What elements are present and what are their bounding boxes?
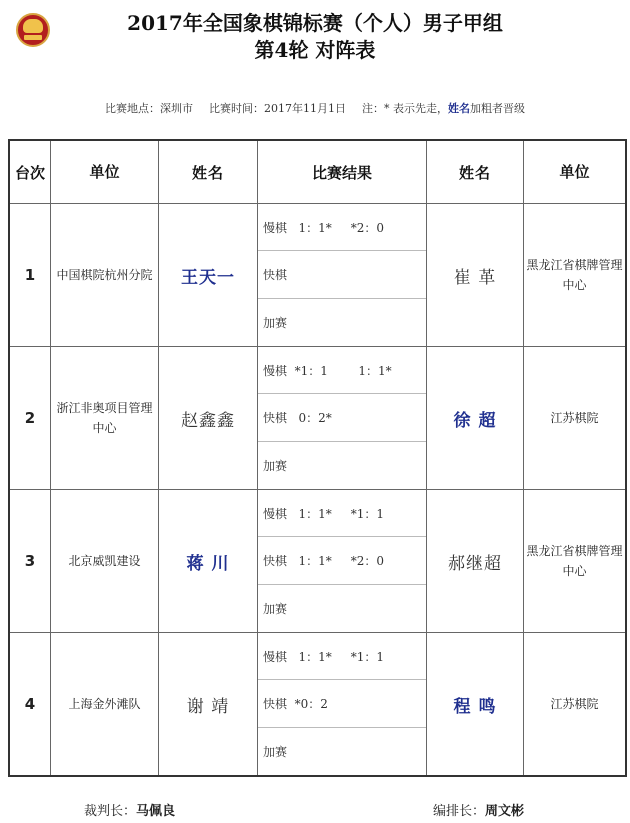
result-cell (258, 633, 427, 777)
unit-left: 中国棋院杭州分院 (51, 204, 159, 347)
slow-result: 慢棋 1：1* *2：0 (258, 204, 426, 251)
info-line (0, 100, 630, 116)
pairing-table (8, 139, 627, 777)
result-cell (258, 490, 427, 633)
header-table-no: 台次 (9, 140, 51, 204)
extra-result: 加赛 (263, 459, 288, 473)
slow-result: 慢棋 1：1* *1：1 (258, 633, 426, 680)
referee-name: 马佩良 (136, 804, 176, 819)
fast-result: 快棋 (258, 252, 426, 299)
header-unit-left: 单位 (51, 140, 159, 204)
arranger-name: 周文彬 (485, 804, 525, 819)
player-right: 徐 超 (427, 347, 524, 490)
unit-left: 浙江非奥项目管理中心 (51, 347, 159, 490)
slow-result: 慢棋 *1：1 1：1* (258, 347, 426, 394)
unit-right: 黑龙江省棋牌管理中心 (524, 490, 627, 633)
arranger-label: 编排长： (433, 804, 486, 819)
table-number: 3 (9, 490, 51, 633)
fast-result: 快棋 0：2* (258, 395, 426, 442)
extra-result: 加赛 (263, 316, 288, 330)
fast-result: 快棋 1：1* *2：0 (258, 538, 426, 585)
extra-result: 加赛 (263, 602, 288, 616)
venue-text: 比赛地点：深圳市 (105, 102, 193, 115)
player-left: 蒋 川 (159, 490, 258, 633)
page-title: 2017年全国象棋锦标赛（个人）男子甲组 (127, 11, 503, 35)
note-prefix: 注：* 表示先走， (362, 102, 448, 115)
player-left: 王天一 (159, 204, 258, 347)
note-highlight: 姓名 (448, 102, 470, 115)
page-subtitle: 第4轮 对阵表 (254, 38, 376, 62)
fast-result: 快棋 *0：2 (258, 681, 426, 728)
unit-right: 黑龙江省棋牌管理中心 (524, 204, 627, 347)
result-cell (258, 204, 427, 347)
player-left: 谢 靖 (159, 633, 258, 777)
table-row (9, 633, 626, 777)
header-result: 比赛结果 (258, 140, 427, 204)
unit-right: 江苏棋院 (524, 347, 627, 490)
arranger-line (433, 800, 524, 819)
result-cell (258, 347, 427, 490)
table-number: 4 (9, 633, 51, 777)
player-left: 赵鑫鑫 (159, 347, 258, 490)
header-unit-right: 单位 (524, 140, 627, 204)
table-row (9, 347, 626, 490)
player-right: 崔 革 (427, 204, 524, 347)
table-row (9, 204, 626, 347)
player-right: 程 鸣 (427, 633, 524, 777)
header-name-right: 姓名 (427, 140, 524, 204)
extra-result: 加赛 (263, 745, 288, 759)
unit-left: 上海金外滩队 (51, 633, 159, 777)
referee-line (84, 800, 175, 819)
player-right: 郝继超 (427, 490, 524, 633)
note-suffix: 加粗者晋级 (470, 102, 525, 115)
header-name-left: 姓名 (159, 140, 258, 204)
table-row (9, 490, 626, 633)
slow-result: 慢棋 1：1* *1：1 (258, 490, 426, 537)
time-text: 比赛时间：2017年11月1日 (209, 102, 346, 115)
table-header-row (9, 140, 626, 204)
table-number: 1 (9, 204, 51, 347)
referee-label: 裁判长： (84, 804, 137, 819)
table-number: 2 (9, 347, 51, 490)
unit-right: 江苏棋院 (524, 633, 627, 777)
unit-left: 北京威凯建设 (51, 490, 159, 633)
